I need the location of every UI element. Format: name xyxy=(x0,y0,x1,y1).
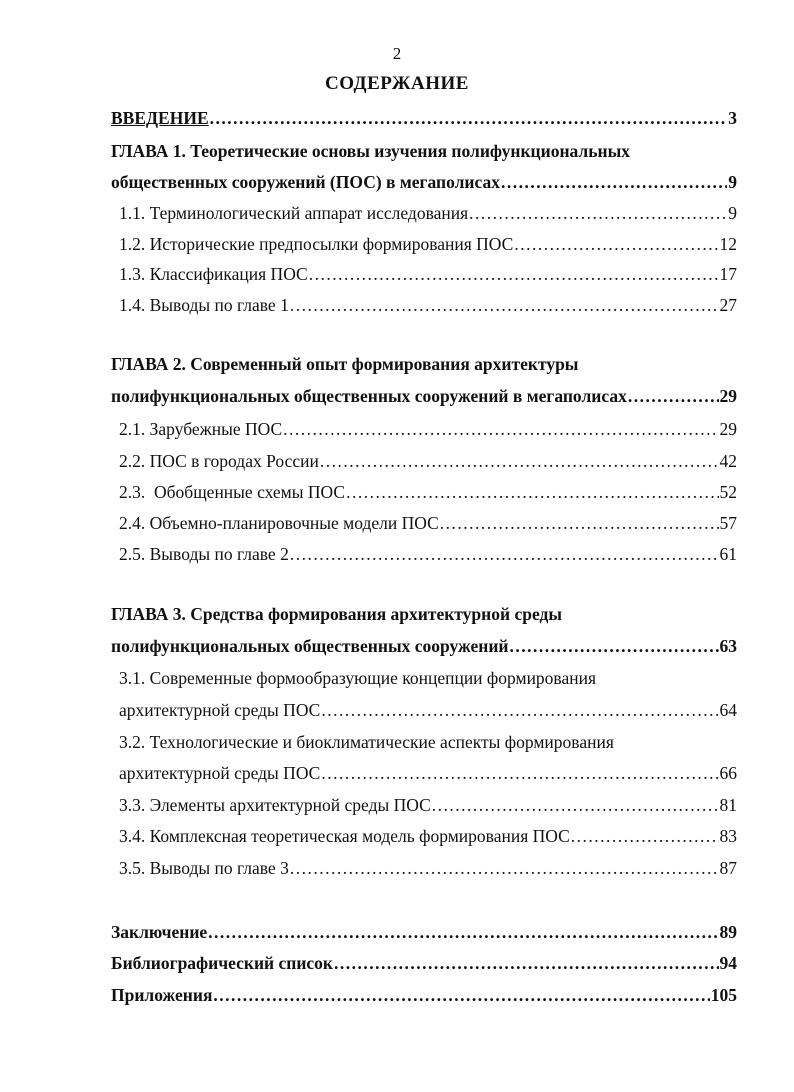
toc-entry-chapter-3 xyxy=(111,635,737,657)
toc-page-number: 89 xyxy=(719,922,737,942)
toc-entry-appendices xyxy=(111,984,737,1006)
chapter-3-heading-line1: ГЛАВА 3. Средства формирования архитектурной среды xyxy=(111,604,562,624)
toc-entry-label: 1.3. Классификация ПОС xyxy=(119,264,308,284)
page-title: СОДЕРЖАНИЕ xyxy=(325,73,469,94)
dot-leader xyxy=(210,107,728,129)
toc-entry-chapter-1 xyxy=(111,171,737,193)
toc-page-number: 42 xyxy=(719,451,737,471)
dot-leader xyxy=(213,984,709,1006)
page-number: 2 xyxy=(392,44,402,63)
dot-leader xyxy=(290,857,719,879)
toc-page-number: 17 xyxy=(719,264,737,284)
toc-entry-label: архитектурной среды ПОС xyxy=(119,700,321,720)
toc-entry-3-1-line1: 3.1. Современные формообразующие концепции формирования xyxy=(119,668,597,688)
toc-entry-intro xyxy=(111,107,737,129)
toc-entry-label: 2.5. Выводы по главе 2 xyxy=(119,544,289,564)
toc-entry-label: 1.4. Выводы по главе 1 xyxy=(119,295,289,315)
toc-page-number: 66 xyxy=(719,763,737,783)
toc-page-number: 3 xyxy=(728,108,737,128)
toc-entry-label: 3.5. Выводы по главе 3 xyxy=(119,858,289,878)
toc-page-number: 87 xyxy=(719,858,737,878)
toc-page-number: 83 xyxy=(719,826,737,846)
dot-leader xyxy=(514,233,718,255)
dot-leader xyxy=(510,635,719,657)
toc-page-number: 29 xyxy=(719,386,737,406)
toc-entry-2-2 xyxy=(119,450,737,472)
dot-leader xyxy=(334,952,718,974)
toc-entry-label: 1.1. Терминологический аппарат исследования xyxy=(119,203,469,223)
dot-leader xyxy=(320,450,719,472)
dot-leader xyxy=(208,921,718,943)
toc-entry-label: полифункциональных общественных сооружений xyxy=(111,636,509,656)
toc-page-number: 81 xyxy=(719,795,737,815)
toc-entry-chapter-2 xyxy=(111,385,737,407)
toc-entry-3-2 xyxy=(119,762,737,784)
dot-leader xyxy=(469,202,727,224)
toc-page-number: 9 xyxy=(728,203,737,223)
toc-entry-conclusion xyxy=(111,921,737,943)
toc-entry-label: 3.4. Комплексная теоретическая модель формирования ПОС xyxy=(119,826,570,846)
dot-leader xyxy=(321,762,718,784)
toc-entry-3-3 xyxy=(119,794,737,816)
dot-leader xyxy=(432,794,719,816)
toc-entry-label: Заключение xyxy=(111,922,208,942)
toc-page-number: 105 xyxy=(710,985,737,1005)
toc-entry-3-5 xyxy=(119,857,737,879)
toc-page-number: 64 xyxy=(719,700,737,720)
toc-page-number: 52 xyxy=(719,482,737,502)
dot-leader xyxy=(309,263,719,285)
toc-page-number: 94 xyxy=(719,953,737,973)
toc-entry-label: Приложения xyxy=(111,985,213,1005)
toc-entry-label: общественных сооружений (ПОС) в мегаполисах xyxy=(111,172,500,192)
toc-entry-label: 3.3. Элементы архитектурной среды ПОС xyxy=(119,795,431,815)
dot-leader xyxy=(346,481,718,503)
toc-page-number: 61 xyxy=(719,544,737,564)
toc-page-number: 27 xyxy=(719,295,737,315)
toc-page-number: 29 xyxy=(719,419,737,439)
dot-leader xyxy=(321,699,718,721)
dot-leader xyxy=(628,385,719,407)
chapter-2-heading-line1: ГЛАВА 2. Современный опыт формирования архитектуры xyxy=(111,354,579,374)
toc-entry-3-1 xyxy=(119,699,737,721)
dot-leader xyxy=(283,418,718,440)
toc-entry-label: архитектурной среды ПОС xyxy=(119,763,321,783)
dot-leader xyxy=(290,294,719,316)
toc-page-number: 9 xyxy=(728,172,737,192)
toc-entry-1-2 xyxy=(119,233,737,255)
toc-page-number: 63 xyxy=(719,636,737,656)
toc-entry-2-4 xyxy=(119,512,737,534)
toc-entry-label: 2.3. Обобщенные схемы ПОС xyxy=(119,482,346,502)
toc-entry-label: 1.2. Исторические предпосылки формирования ПОС xyxy=(119,234,514,254)
chapter-1-heading-line1: ГЛАВА 1. Теоретические основы изучения полифункциональных xyxy=(111,141,630,161)
toc-entry-bibliography xyxy=(111,952,737,974)
toc-entry-2-1 xyxy=(119,418,737,440)
dot-leader xyxy=(501,171,727,193)
toc-entry-2-5 xyxy=(119,543,737,565)
toc-entry-1-1 xyxy=(119,202,737,224)
toc-entry-1-4 xyxy=(119,294,737,316)
toc-entry-3-4 xyxy=(119,825,737,847)
dot-leader xyxy=(440,512,719,534)
toc-entry-label: полифункциональных общественных сооружений в мегаполисах xyxy=(111,386,627,406)
toc-entry-2-3 xyxy=(119,481,737,503)
toc-entry-label: 2.2. ПОС в городах России xyxy=(119,451,319,471)
dot-leader xyxy=(290,543,719,565)
toc-entry-label: 2.4. Объемно-планировочные модели ПОС xyxy=(119,513,439,533)
toc-page-number: 12 xyxy=(719,234,737,254)
toc-entry-label: Библиографический список xyxy=(111,953,334,973)
toc-entry-label: 2.1. Зарубежные ПОС xyxy=(119,419,283,439)
toc-entry-label: ВВЕДЕНИЕ xyxy=(111,108,209,128)
toc-entry-1-3 xyxy=(119,263,737,285)
toc-page-number: 57 xyxy=(719,513,737,533)
dot-leader xyxy=(571,825,719,847)
toc-entry-3-2-line1: 3.2. Технологические и биоклиматические аспекты формирования xyxy=(119,732,614,752)
